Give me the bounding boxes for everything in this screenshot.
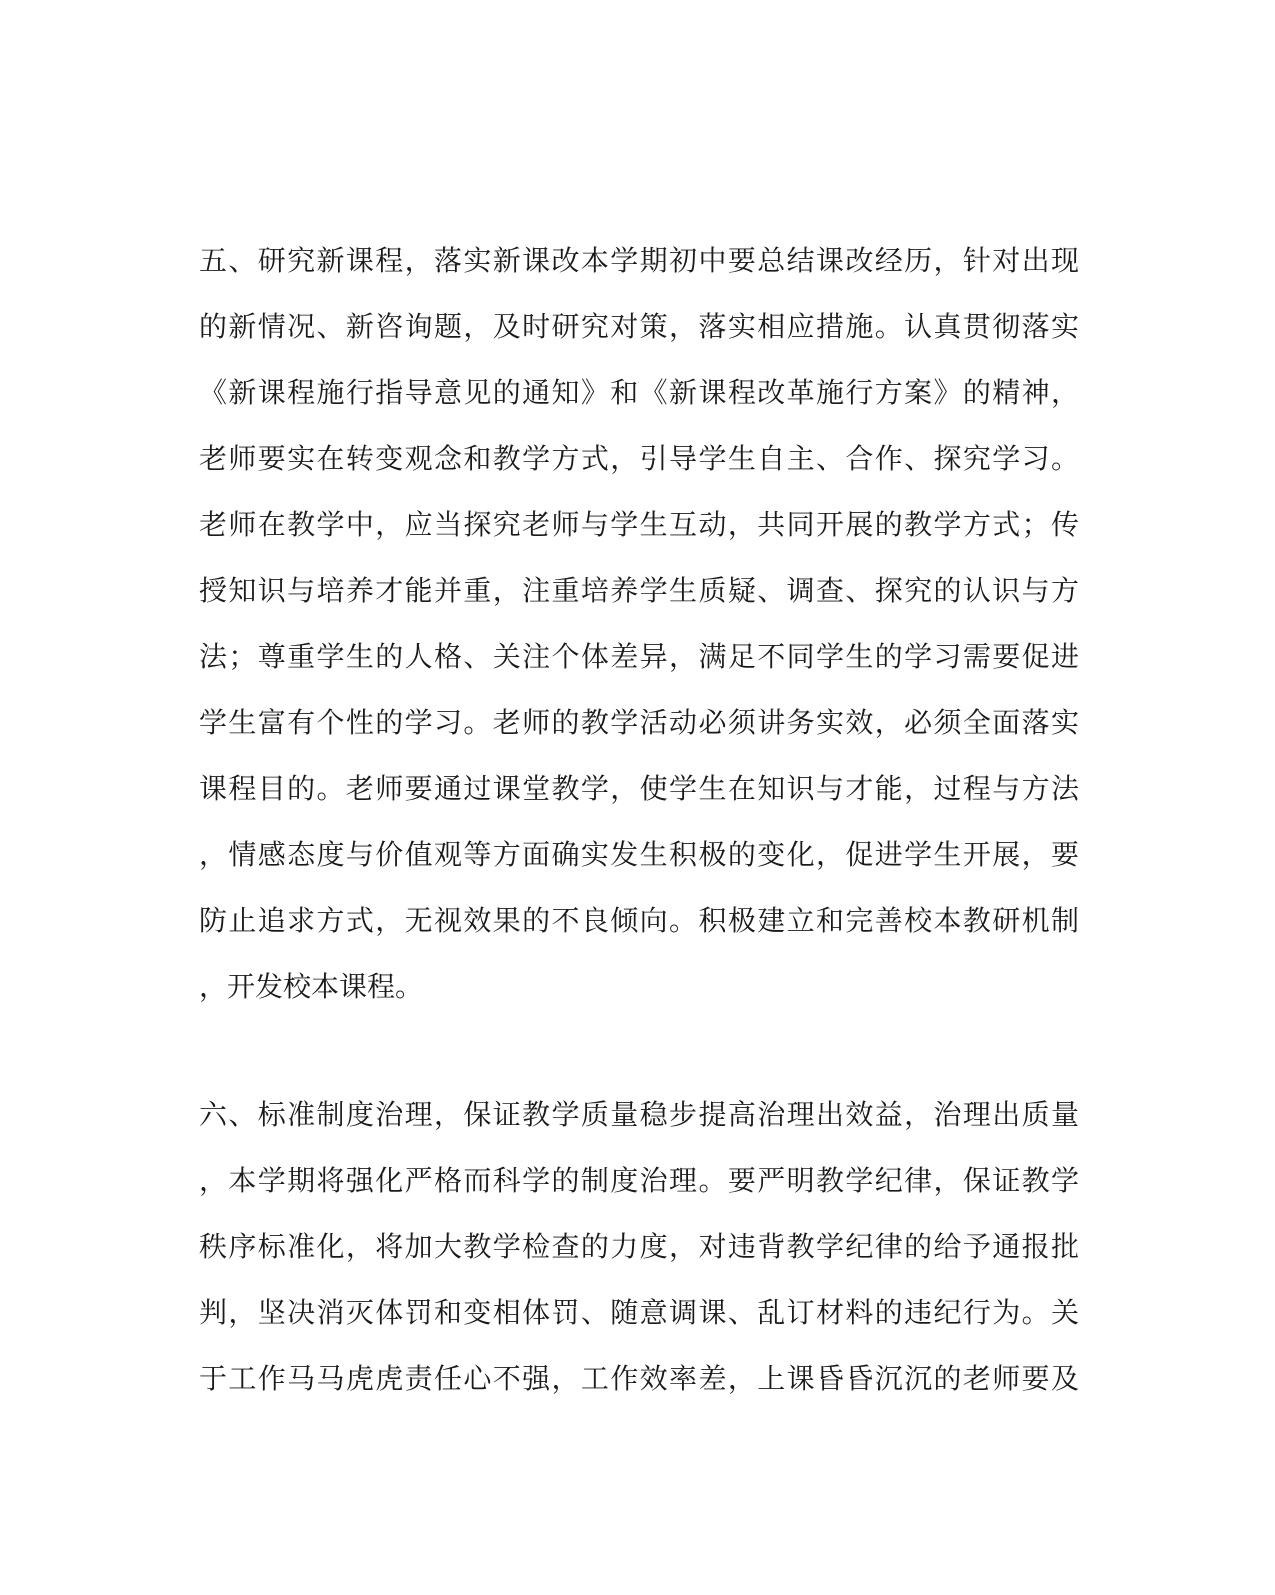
text-line: 《新课程施行指导意见的通知》和《新课程改革施行方案》的精神，: [199, 376, 1079, 409]
text-line: ，情感态度与价值观等方面确实发生积极的变化，促进学生开展，要: [199, 838, 1079, 871]
text-line: 判，坚决消灭体罚和变相体罚、随意调课、乱订材料的违纪行为。关: [199, 1296, 1079, 1329]
text-line: 课程目的。老师要通过课堂教学，使学生在知识与才能，过程与方法: [199, 772, 1079, 805]
text-line: 授知识与培养才能并重，注重培养学生质疑、调查、探究的认识与方: [199, 574, 1079, 607]
text-line: ，本学期将强化严格而科学的制度治理。要严明教学纪律，保证教学: [199, 1164, 1079, 1197]
text-line: ，开发校本课程。: [199, 970, 424, 1003]
text-line: 六、标准制度治理，保证教学质量稳步提高治理出效益，治理出质量: [199, 1098, 1079, 1131]
text-line: 秩序标准化，将加大教学检查的力度，对违背教学纪律的给予通报批: [199, 1230, 1079, 1263]
text-line: 老师在教学中，应当探究老师与学生互动，共同开展的教学方式；传: [199, 508, 1079, 541]
text-line: 五、研究新课程，落实新课改本学期初中要总结课改经历，针对出现: [199, 244, 1079, 277]
text-line: 的新情况、新咨询题，及时研究对策，落实相应措施。认真贯彻落实: [199, 310, 1079, 343]
text-line: 法；尊重学生的人格、关注个体差异，满足不同学生的学习需要促进: [199, 640, 1079, 673]
text-line: 防止追求方式，无视效果的不良倾向。积极建立和完善校本教研机制: [199, 904, 1079, 937]
text-line: 于工作马马虎虎责任心不强，工作效率差，上课昏昏沉沉的老师要及: [199, 1362, 1079, 1395]
paragraph-section-6: [199, 1082, 1079, 1412]
text-line: 老师要实在转变观念和教学方式，引导学生自主、合作、探究学习。: [199, 442, 1079, 475]
paragraph-section-5: [199, 228, 1079, 1020]
text-line: 学生富有个性的学习。老师的教学活动必须讲务实效，必须全面落实: [199, 706, 1079, 739]
